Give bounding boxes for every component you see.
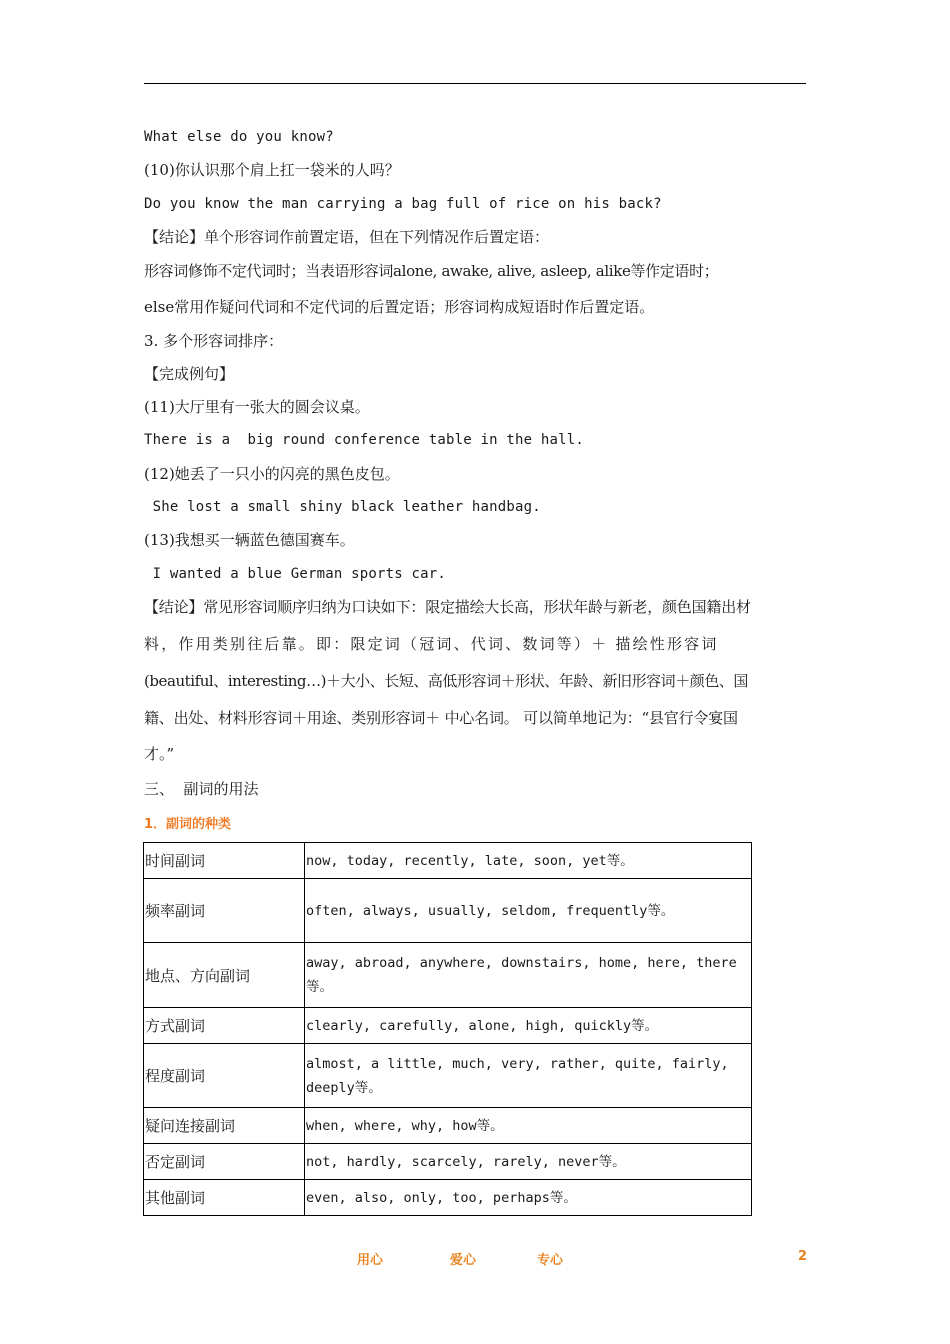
adverb-type: 时间副词 [144, 843, 305, 879]
text-line: (12)她丢了一只小的闪亮的黑色皮包。 [144, 465, 400, 483]
text-line: else常用作疑问代词和不定代词的后置定语；形容词构成短语时作后置定语。 [144, 298, 655, 316]
table-row [144, 1144, 752, 1180]
text-line: (13)我想买一辆蓝色德国赛车。 [144, 531, 355, 549]
text-line: (10)你认识那个肩上扛一袋米的人吗？ [144, 161, 400, 179]
footer-motto-1: 用心 [357, 1253, 384, 1268]
table-row [144, 1008, 752, 1044]
adverb-types-table [143, 842, 752, 1216]
table-row [144, 879, 752, 943]
table-row [144, 1108, 752, 1144]
text-line: 【结论】单个形容词作前置定语，但在下列情况作后置定语： [144, 228, 550, 246]
text-line: 籍、出处、材料形容词＋用途、类别形容词＋ 中心名词。 可以简单地记为：“县官行令宴国 [144, 709, 738, 727]
text-line: 【完成例句】 [144, 365, 235, 383]
adverb-type: 频率副词 [144, 879, 305, 943]
footer-motto-3: 专心 [537, 1253, 564, 1268]
adverb-examples: often, always, usually, seldom, frequently等。 [305, 879, 752, 943]
adverb-examples: when, where, why, how等。 [305, 1108, 752, 1144]
adverb-examples: away, abroad, anywhere, downstairs, home, here, there等。 [305, 943, 752, 1008]
text-line: 3. 多个形容词排序： [144, 332, 284, 350]
subsection-title: 1．副词的种类 [144, 817, 232, 832]
text-line: (11)大厅里有一张大的圆会议桌。 [144, 398, 370, 416]
adverb-type: 否定副词 [144, 1144, 305, 1180]
adverb-examples: not, hardly, scarcely, rarely, never等。 [305, 1144, 752, 1180]
text-line: She lost a small shiny black leather handbag. [144, 499, 541, 515]
text-line: 【结论】常见形容词顺序归纳为口诀如下：限定描绘大长高，形状年龄与新老，颜色国籍出材 [144, 598, 751, 616]
adverb-examples: even, also, only, too, perhaps等。 [305, 1180, 752, 1216]
text-line: There is a big round conference table in the hall. [144, 432, 585, 448]
text-line: (beautiful、interesting…)＋大小、长短、高低形容词＋形状、年龄、新旧形容词＋颜色、国 [144, 672, 748, 690]
text-line: What else do you know? [144, 129, 334, 145]
adverb-type: 程度副词 [144, 1044, 305, 1108]
adverb-examples: clearly, carefully, alone, high, quickly等。 [305, 1008, 752, 1044]
table-row [144, 1044, 752, 1108]
adverb-examples: almost, a little, much, very, rather, quite, fairly, deeply等。 [305, 1044, 752, 1108]
header-rule [144, 83, 806, 84]
footer-motto-2: 爱心 [450, 1253, 477, 1268]
adverb-type: 方式副词 [144, 1008, 305, 1044]
adverb-type: 疑问连接副词 [144, 1108, 305, 1144]
text-line: 形容词修饰不定代词时；当表语形容词alone, awake, alive, asleep, alike等作定语时； [144, 262, 719, 280]
table-row [144, 1180, 752, 1216]
table-row [144, 843, 752, 879]
text-line: Do you know the man carrying a bag full of rice on his back? [144, 196, 662, 212]
text-line: I wanted a blue German sports car. [144, 566, 447, 582]
page-number: 2 [798, 1249, 808, 1264]
text-line: 料，作用类别往后靠。即：限定词（冠词、代词、数词等）＋ 描绘性形容词 [144, 635, 719, 653]
adverb-type: 其他副词 [144, 1180, 305, 1216]
table-row [144, 943, 752, 1008]
text-line: 才。” [144, 745, 175, 763]
adverb-examples: now, today, recently, late, soon, yet等。 [305, 843, 752, 879]
adverb-type: 地点、方向副词 [144, 943, 305, 1008]
section-heading: 三、 副词的用法 [144, 780, 259, 798]
